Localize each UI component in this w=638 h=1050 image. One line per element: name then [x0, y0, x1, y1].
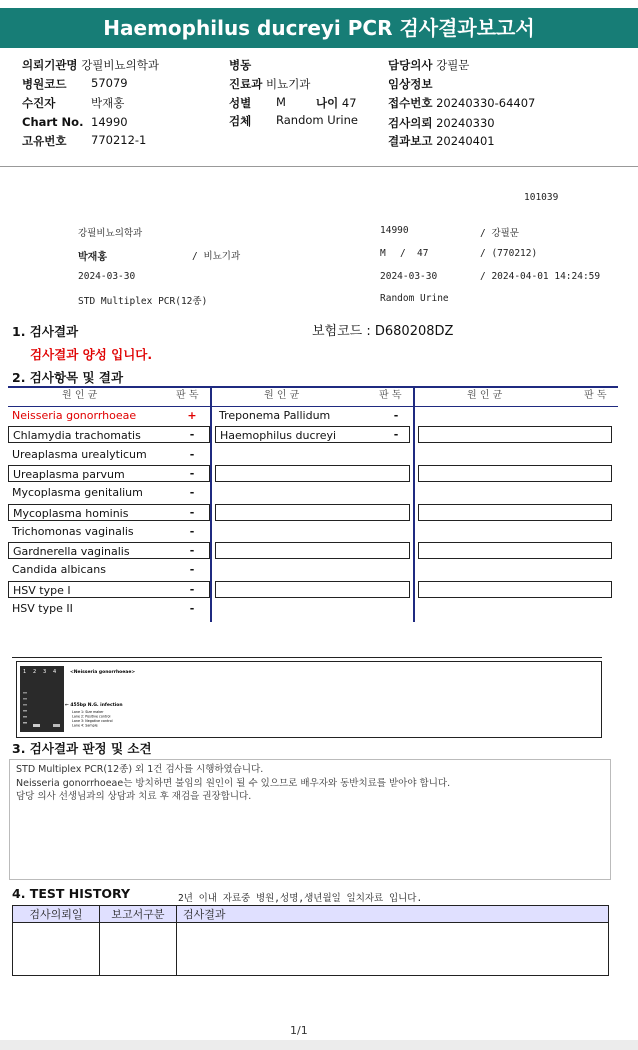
receipt-label: 접수번호	[388, 96, 433, 110]
col-header-result: 판 독	[584, 390, 607, 401]
pathogen-cell: Mycoplasma hominis	[8, 504, 210, 521]
result-mark: -	[189, 447, 195, 461]
ward-label: 병동	[229, 58, 252, 72]
col-header-pathogen: 원 인 균	[62, 390, 98, 401]
summary-specimen: Random Urine	[380, 293, 449, 304]
patient-value: 박재홍	[91, 96, 125, 110]
grid-divider	[413, 386, 415, 622]
summary-doctor: / 강필문	[480, 228, 519, 239]
result-mark: +	[187, 409, 197, 422]
clinical-label: 임상정보	[388, 77, 433, 91]
result-mark: -	[393, 428, 399, 442]
positive-control-band	[33, 724, 40, 727]
ladder-band	[23, 716, 27, 718]
chart-value: 14990	[91, 115, 128, 129]
sample-band	[53, 724, 60, 727]
col-header-result: 판 독	[379, 390, 402, 401]
summary-date3: / 2024-04-01 14:24:59	[480, 271, 601, 282]
gel-image	[17, 662, 601, 737]
col-header-pathogen: 원 인 균	[264, 390, 300, 401]
pathogen-cell: Mycoplasma genitalium	[12, 486, 143, 500]
summary-chart: 14990	[380, 225, 409, 236]
report-value: 20240401	[436, 134, 495, 148]
page-number: 1/1	[290, 1024, 308, 1037]
summary-dept: / 비뇨기과	[192, 251, 241, 262]
empty-cell	[215, 581, 410, 598]
code-row	[22, 76, 66, 92]
gel-legend-line: Lane 3: Negative control	[72, 719, 113, 723]
gel-legend-line: Lane 2: Positive control	[72, 714, 111, 719]
col-header-result: 판 독	[176, 390, 199, 401]
image-top-rule	[12, 657, 602, 658]
gel-lane-label: 1	[23, 669, 27, 675]
history-col-type: 보고서구분	[100, 906, 177, 923]
empty-cell	[418, 504, 612, 521]
summary-sex: M	[380, 248, 386, 259]
gel-lane-label: 4	[53, 669, 57, 675]
pathogen-cell: Chlamydia trachomatis	[8, 426, 210, 443]
result-mark: -	[189, 563, 195, 577]
gel-lane-label: 3	[43, 669, 47, 675]
positive-result: 검사결과 양성 입니다.	[30, 347, 153, 362]
report-row	[388, 133, 495, 149]
specimen-value: Random Urine	[276, 113, 358, 127]
dept-label: 진료과	[229, 77, 263, 91]
header-divider	[0, 166, 638, 167]
result-mark: -	[189, 544, 195, 558]
sex-value: M	[276, 95, 286, 109]
history-table	[12, 905, 609, 976]
patient-label: 수진자	[22, 96, 56, 110]
summary-age: 47	[417, 248, 429, 259]
result-mark: -	[189, 582, 195, 596]
summary-date1: 2024-03-30	[78, 271, 136, 282]
pathogen-cell: Neisseria gonorrhoeae	[12, 409, 137, 422]
code-label: 병원코드	[22, 77, 67, 91]
ladder-band	[23, 704, 27, 706]
ladder-band	[23, 698, 27, 700]
opinion-line: STD Multiplex PCR(12종) 외 1건 검사를 시행하였습니다.	[16, 764, 264, 775]
age-value: 47	[341, 96, 357, 110]
pathogen-cell: Ureaplasma urealyticum	[12, 447, 147, 461]
summary-code: 101039	[524, 192, 559, 203]
gel-lane-label: 2	[33, 669, 37, 675]
history-cell	[13, 923, 100, 976]
summary-birth: / (770212)	[480, 248, 538, 259]
empty-cell	[418, 542, 612, 559]
code-value: 57079	[91, 76, 128, 90]
receipt-row	[388, 95, 535, 111]
history-header-row	[13, 906, 609, 923]
gel-legend-line: Lane 4: Sample	[72, 723, 98, 728]
doctor-row	[388, 57, 469, 73]
doctor-label: 담당의사	[388, 58, 433, 72]
result-mark: -	[189, 524, 195, 538]
pathogen-cell: Haemophilus ducreyi	[215, 426, 410, 443]
summary-slash: /	[400, 248, 406, 259]
opinion-line: 담당 의사 선생님과의 상담과 치료 후 재검을 권장합니다.	[16, 791, 252, 802]
gel-image-frame	[16, 661, 602, 738]
result-mark: -	[189, 466, 195, 480]
pathogen-cell: Ureaplasma parvum	[8, 465, 210, 482]
opinion-box	[9, 759, 611, 880]
history-col-result: 검사결과	[177, 906, 609, 923]
age-row	[316, 95, 357, 111]
result-mark: -	[189, 505, 195, 519]
request-row	[388, 115, 495, 131]
col-header-pathogen: 원 인 균	[467, 390, 503, 401]
ladder-band	[23, 710, 27, 712]
report-title: Haemophilus ducreyi PCR 검사결과보고서	[0, 8, 638, 48]
gel-annotation: ← 455bp N.G. infection	[65, 703, 123, 708]
result-mark: -	[189, 428, 195, 442]
specimen-label: 검체	[229, 114, 252, 128]
history-col-date: 검사의뢰일	[13, 906, 100, 923]
hospital-label: 의뢰기관명	[22, 58, 78, 72]
unique-value: 770212-1	[91, 133, 147, 147]
history-cell	[177, 923, 609, 976]
summary-patient: 박재홍	[78, 252, 107, 263]
pathogen-cell: HSV type II	[12, 602, 73, 615]
result-mark: -	[393, 409, 399, 422]
sex-label: 성별	[229, 96, 252, 110]
request-label: 검사의뢰	[388, 116, 433, 130]
history-note: 2년 이내 자료중 병원,성명,생년월일 일치자료 입니다.	[178, 893, 423, 904]
pathogen-cell: HSV type I	[8, 581, 210, 598]
gel-title: <Neisseria gonorrhoeae>	[70, 670, 136, 675]
summary-hospital: 강필비뇨의학과	[78, 228, 143, 239]
unique-label: 고유번호	[22, 134, 67, 148]
history-row	[13, 923, 609, 976]
insurance-code: 보험코드 : D680208DZ	[312, 324, 454, 339]
section2-title: 2. 검사항목 및 결과	[12, 370, 124, 385]
report-label: 결과보고	[388, 134, 433, 148]
ladder-band	[23, 722, 27, 724]
empty-cell	[418, 426, 612, 443]
empty-cell	[215, 542, 410, 559]
section3-title: 3. 검사결과 판정 및 소견	[12, 741, 152, 756]
age-label: 나이	[316, 96, 339, 110]
hospital-value: 강필비뇨의학과	[81, 58, 159, 72]
dept-value: 비뇨기과	[265, 77, 311, 91]
section4-title: 4. TEST HISTORY	[12, 886, 131, 901]
pathogen-cell: Trichomonas vaginalis	[12, 524, 134, 538]
hospital-row	[22, 57, 159, 73]
empty-cell	[418, 465, 612, 482]
result-mark: -	[189, 486, 195, 500]
section1-title: 1. 검사결과	[12, 324, 79, 339]
history-cell	[100, 923, 177, 976]
receipt-value: 20240330-64407	[436, 96, 536, 110]
request-value: 20240330	[436, 116, 495, 130]
chart-label: Chart No.	[22, 115, 84, 129]
grid-divider	[210, 386, 212, 622]
summary-date2: 2024-03-30	[380, 271, 438, 282]
pathogen-cell: Candida albicans	[12, 563, 106, 577]
empty-cell	[418, 581, 612, 598]
opinion-line: Neisseria gonorrhoeae는 방치하면 불임의 원인이 될 수 있으므로 배우자와 동반치료를 받아야 합니다.	[16, 777, 451, 789]
gel-legend-line: Lane 1: Size maker	[72, 710, 104, 714]
dept-row	[229, 76, 310, 92]
empty-cell	[215, 504, 410, 521]
result-grid	[8, 386, 618, 622]
empty-cell	[215, 465, 410, 482]
result-mark: -	[189, 602, 195, 615]
doctor-value: 강필문	[436, 58, 470, 72]
pathogen-cell: Treponema Pallidum	[219, 409, 331, 422]
pathogen-cell: Gardnerella vaginalis	[8, 542, 210, 559]
summary-test: STD Multiplex PCR(12종)	[78, 296, 208, 307]
ladder-band	[23, 692, 27, 694]
